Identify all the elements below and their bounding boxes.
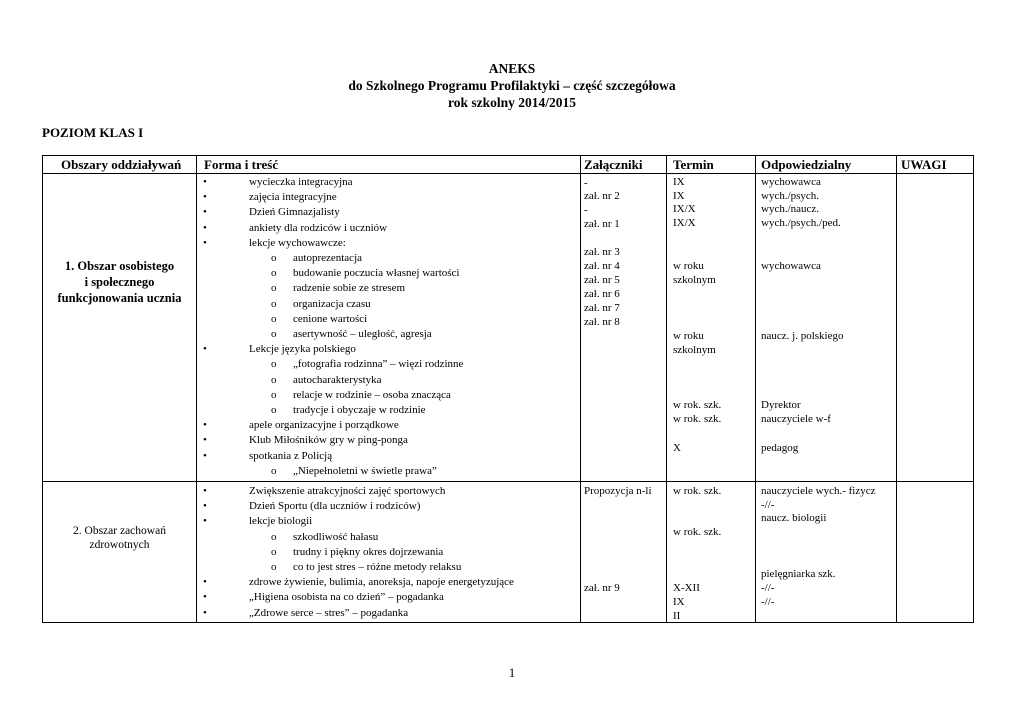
column-divider <box>580 156 581 622</box>
program-table <box>42 155 974 623</box>
page-number: 1 <box>508 665 516 680</box>
term: szkolnym <box>673 344 716 356</box>
bullet-icon: • <box>203 576 207 589</box>
bullet-icon: • <box>203 343 207 356</box>
bullet-icon: • <box>203 515 207 528</box>
list-item: autocharakterystyka <box>293 373 382 386</box>
responsible: pedagog <box>761 442 799 454</box>
term: w rok. szk. <box>673 485 722 497</box>
term: IX <box>673 176 685 188</box>
circle-bullet-icon: o <box>271 530 277 543</box>
list-item: Dzień Gimnazjalisty <box>249 206 340 219</box>
circle-bullet-icon: o <box>271 297 277 310</box>
attachment: zał. nr 5 <box>584 274 620 286</box>
attachment: zał. nr 8 <box>584 316 620 328</box>
column-divider <box>755 156 756 622</box>
bullet-icon: • <box>203 434 207 447</box>
bullet-icon: • <box>203 419 207 432</box>
column-header-attachments: Załączniki <box>584 157 643 172</box>
responsible: naucz. j. polskiego <box>761 330 844 342</box>
responsible: wych./naucz. <box>761 203 820 215</box>
bullet-icon: • <box>203 485 207 497</box>
responsible: -//- <box>761 499 775 511</box>
term: w roku <box>673 260 704 272</box>
circle-bullet-icon: o <box>271 312 277 325</box>
term: szkolnym <box>673 274 716 286</box>
list-item: apele organizacyjne i porządkowe <box>249 419 399 432</box>
term: w roku <box>673 330 704 342</box>
section2-area <box>43 524 196 552</box>
document-title: ANEKS <box>488 61 536 76</box>
responsible: wychowawca <box>761 260 821 272</box>
circle-bullet-icon: o <box>271 545 277 558</box>
responsible: Dyrektor <box>761 399 801 411</box>
section-divider <box>43 481 973 482</box>
term: IX <box>673 190 685 202</box>
bullet-icon: • <box>203 236 207 249</box>
circle-bullet-icon: o <box>271 267 277 280</box>
attachment: - <box>584 204 588 216</box>
term: w rok. szk. <box>673 399 722 411</box>
circle-bullet-icon: o <box>271 358 277 371</box>
list-item: spotkania z Policją <box>249 449 333 462</box>
attachment: Propozycja n-li <box>584 485 652 497</box>
list-item: wycieczka integracyjna <box>249 176 353 188</box>
circle-bullet-icon: o <box>271 373 277 386</box>
list-item: Klub Miłośników gry w ping-ponga <box>249 434 408 447</box>
list-item: zdrowe żywienie, bulimia, anoreksja, napoje energetyzujące <box>249 576 514 589</box>
area-line: zdrowotnych <box>89 539 150 551</box>
attachment: - <box>584 177 588 189</box>
list-item: „Zdrowe serce – stres” – pogadanka <box>249 606 409 619</box>
circle-bullet-icon: o <box>271 404 277 416</box>
responsible: -//- <box>761 596 775 608</box>
responsible: -//- <box>761 582 775 594</box>
responsible: wych./psych./ped. <box>761 217 841 229</box>
document-subtitle: do Szkolnego Programu Profilaktyki – część szczegółowa <box>348 78 676 93</box>
column-header-remarks: UWAGI <box>901 157 947 172</box>
list-item: co to jest stres – różne metody relaksu <box>293 561 462 573</box>
list-item: lekcje wychowawcze: <box>249 236 346 249</box>
list-item: organizacja czasu <box>293 297 371 310</box>
bullet-icon: • <box>203 191 207 204</box>
list-item: „Niepełnoletni w świetle prawa” <box>293 464 437 477</box>
column-header-term: Termin <box>673 157 714 172</box>
list-item: zajęcia integracyjne <box>249 191 337 204</box>
list-item: Zwiększenie atrakcyjności zajęć sportowych <box>249 485 446 497</box>
attachment: zał. nr 3 <box>584 246 620 258</box>
term: IX/X <box>673 217 696 229</box>
school-year: rok szkolny 2014/2015 <box>447 95 577 110</box>
list-item: Dzień Sportu (dla uczniów i rodziców) <box>249 500 421 513</box>
term: X <box>673 442 681 454</box>
circle-bullet-icon: o <box>271 388 277 401</box>
attachment: zał. nr 1 <box>584 218 620 230</box>
list-item: Lekcje języka polskiego <box>249 343 356 356</box>
responsible: naucz. biologii <box>761 512 827 524</box>
list-item: radzenie sobie ze stresem <box>293 282 406 295</box>
column-divider <box>196 156 197 622</box>
term: w rok. szk. <box>673 526 722 538</box>
column-divider <box>666 156 667 622</box>
bullet-icon: • <box>203 206 207 219</box>
list-item: lekcje biologii <box>249 515 313 528</box>
list-item: autoprezentacja <box>293 252 363 264</box>
list-item: „Higiena osobista na co dzień” – pogadanka <box>249 591 444 604</box>
attachment: zał. nr 9 <box>584 582 620 594</box>
term: w rok. szk. <box>673 413 722 425</box>
circle-bullet-icon: o <box>271 328 277 340</box>
bullet-icon: • <box>203 500 207 513</box>
term: IX/X <box>673 203 696 215</box>
column-divider <box>896 156 897 622</box>
area-line: funkcjonowania ucznia <box>57 291 182 305</box>
bullet-icon: • <box>203 606 207 619</box>
area-line: 1. Obszar osobistego <box>64 259 175 273</box>
list-item: ankiety dla rodziców i uczniów <box>249 221 388 234</box>
header-divider <box>43 173 973 174</box>
term: X-XII <box>673 582 700 594</box>
bullet-icon: • <box>203 591 207 604</box>
list-item: relacje w rodzinie – osoba znacząca <box>293 388 451 401</box>
list-item: asertywność – uległość, agresja <box>293 328 432 340</box>
responsible: nauczyciele w-f <box>761 413 831 425</box>
circle-bullet-icon: o <box>271 561 277 573</box>
level-title: POZIOM KLAS I <box>42 125 144 140</box>
section1-area <box>43 258 196 306</box>
term: II <box>673 610 681 622</box>
attachment: zał. nr 6 <box>584 288 620 300</box>
list-item: „fotografia rodzinna” – więzi rodzinne <box>293 358 464 371</box>
circle-bullet-icon: o <box>271 252 277 264</box>
term: IX <box>673 596 685 608</box>
responsible: nauczyciele wych.- fizycz <box>761 485 876 497</box>
circle-bullet-icon: o <box>271 464 277 477</box>
list-item: tradycje i obyczaje w rodzinie <box>293 404 426 416</box>
attachment: zał. nr 4 <box>584 260 620 272</box>
bullet-icon: • <box>203 221 207 234</box>
column-header-responsible: Odpowiedzialny <box>761 157 852 172</box>
responsible: wychowawca <box>761 176 821 188</box>
list-item: trudny i piękny okres dojrzewania <box>293 545 444 558</box>
column-header-areas: Obszary oddziaływań <box>61 157 182 172</box>
area-line: 2. Obszar zachowań <box>73 525 166 537</box>
list-item: cenione wartości <box>293 312 368 325</box>
circle-bullet-icon: o <box>271 282 277 295</box>
responsible: wych./psych. <box>761 190 820 202</box>
bullet-icon: • <box>203 176 207 188</box>
column-header-form: Forma i treść <box>204 157 279 172</box>
area-line: i społecznego <box>84 275 155 289</box>
responsible: pielęgniarka szk. <box>761 568 836 580</box>
bullet-icon: • <box>203 449 207 462</box>
attachment: zał. nr 2 <box>584 190 620 202</box>
list-item: budowanie poczucia własnej wartości <box>293 267 460 280</box>
list-item: szkodliwość hałasu <box>293 530 379 543</box>
attachment: zał. nr 7 <box>584 302 620 314</box>
